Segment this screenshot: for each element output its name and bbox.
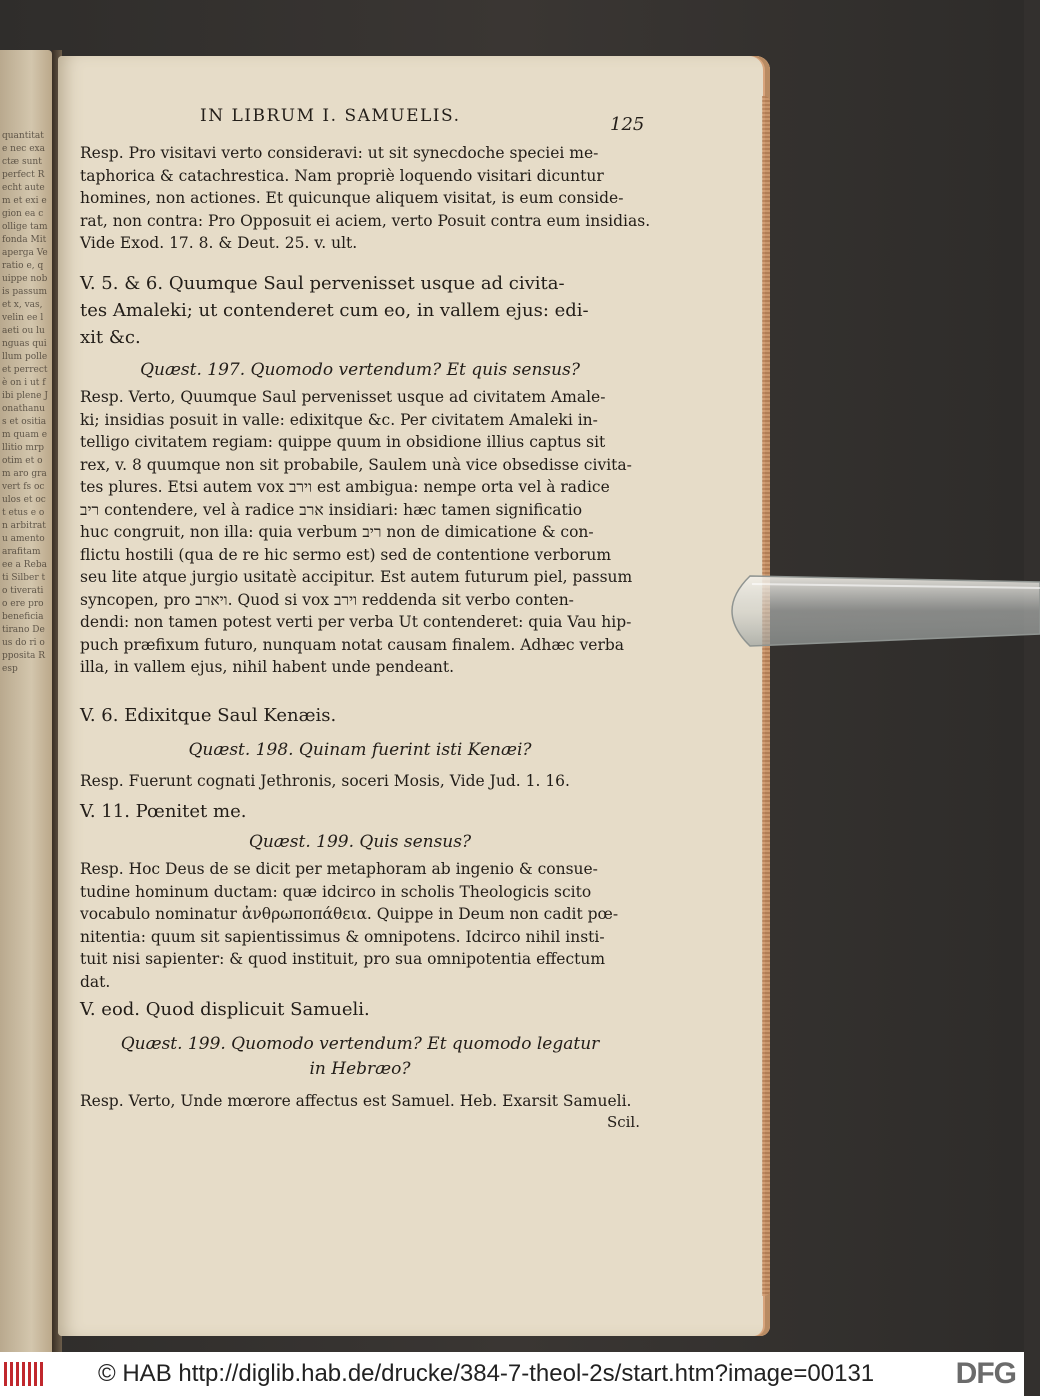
text-line: vocabulo nominatur ἀνθρωποπάθεια. Quippe in Deum non cadit pœ- [80,905,619,923]
intro-response [80,142,651,255]
quaestio-heading: Quæst. 199. Quomodo vertendum? Et quomodo legatur [120,1034,600,1054]
quaestio-heading: Quæst. 198. Quinam fuerint isti Kenæi? [188,740,532,760]
text-line: Resp. Verto, Unde mœrore affectus est Samuel. Heb. Exarsit Samueli. [80,1092,632,1110]
quaestio-heading: in Hebræo? [309,1059,411,1079]
text-line: dat. [80,972,111,991]
verse-line: V. 11. Pœnitet me. [80,801,247,822]
text-line: Resp. Hoc Deus de se dicit per metaphoram ab ingenio & consue- [80,860,598,878]
quaestio-heading: Quæst. 197. Quomodo vertendum? Et quis sensus? [140,360,580,380]
copyright-link[interactable]: © HAB http://diglib.hab.de/drucke/384-7-theol-2s/start.htm?image=00131 [98,1360,875,1387]
text-line: rat, non contra: Pro Opposuit ei aciem, verto Posuit contra eum insidias. [80,211,651,230]
quaestio-heading: Quæst. 199. Quis sensus? [248,832,472,852]
quaestio-199b [80,1032,640,1082]
text-line: Resp. Verto, Quumque Saul pervenisset usque ad civitatem Amale- [80,388,606,406]
text-line: illa, in vallem ejus, nihil habent unde pendeant. [80,658,455,676]
verse-line: V. eod. Quod displicuit Samueli. [80,999,370,1020]
text-line: Resp. Pro visitavi verto consideravi: ut sit synecdoche speciei me- [80,144,599,162]
left-page-edge [0,50,52,1368]
verse-line: tes Amaleki; ut contenderet cum eo, in vallem ejus: edi- [80,300,589,321]
verse-5-6-heading [80,270,640,351]
text-line: huc congruit, non illa: quia verbum ריב non de dimicatione & con- [80,523,594,541]
text-line: Vide Exod. 17. 8. & Deut. 25. v. ult. [80,234,358,252]
text-line: tudine hominum ductam: quæ idcirco in scholis Theologicis scito [80,882,592,901]
dfg-logo: DFG [955,1357,1016,1390]
footer-bar [0,1352,1024,1396]
quaestio-198 [80,738,640,763]
text-line: seu lite atque jurgio usitatè accipitur. Est autem futurum piel, passum [80,568,633,586]
verse-line: V. 6. Edixitque Saul Kenæis. [80,705,337,726]
response-197 [80,386,640,679]
response-199b [80,1090,640,1131]
verse-6-heading [80,702,640,729]
page-fore-edge [762,96,770,1296]
page-holder-clip [710,568,1040,650]
text-line: rex, v. 8 quumque non sit probabile, Saulem unà vice obsedisse civita- [80,455,632,474]
quaestio-197 [80,358,640,383]
verse-line: xit &c. [80,327,141,348]
verse-11-heading [80,798,640,825]
text-line: dendi: non tamen potest verti per verba Ut contenderet: quia Vau hip- [80,613,632,631]
quaestio-199 [80,830,640,855]
text-line: flictu hostili (qua de re hic sermo est) sed de contentione verborum [80,545,612,564]
response-199 [80,858,640,993]
catchword: Scil. [606,1112,640,1131]
page-number: 125 [610,114,645,135]
verse-line: V. 5. & 6. Quumque Saul pervenisset usque ad civita- [80,273,565,294]
running-head: IN LIBRUM I. SAMUELIS. [200,106,461,126]
hab-barcode-icon [4,1360,46,1388]
text-line: ki; insidias posuit in valle: edixitque &c. Per civitatem Amaleki in- [80,410,598,429]
text-line: Resp. Fuerunt cognati Jethronis, soceri Mosis, Vide Jud. 1. 16. [80,772,570,790]
text-line: tuit nisi sapienter: & quod instituit, pro sua omnipotentia effectum [80,950,606,968]
text-line: tes plures. Etsi autem vox וירב est ambigua: nempe orta vel à radice [80,478,610,496]
text-line: telligo civitatem regiam: quippe quum in obsidione illius captus sit [80,433,606,451]
text-line: taphorica & catachrestica. Nam propriè loquendo visitari dicuntur [80,166,604,185]
text-line: puch præfixum futuro, nunquam notat causam finalem. Adhæc verba [80,635,625,654]
text-line: ריב contendere, vel à radice ארב insidiari: hæc tamen significatio [80,500,583,519]
text-line: syncopen, pro ויארב. Quod si vox וירב reddenda sit verbo conten- [80,590,574,609]
left-page-fragment: quantitate nec exactæ sunt perfect Recht autem et exi e gion ea collige tam fonda Mitaperga Veratio e, quippe nobis passum et x, vas, velin ee laeti ou lunguas quillum polle et perrectè on i ut fibi plene Jonathanus et ositiam quam ellitio mrpotim et om aro gravert fs oculos et oct etus e on arbitratu amento arafitam ee a Rebati Silber to tiveratio ere pro beneficia tirano Deus do ri opposita Resp [2,131,51,674]
verse-eod-heading [80,996,640,1023]
text-line: homines, non actiones. Et quicunque aliquem visitat, is eum conside- [80,189,624,207]
response-198 [80,770,640,793]
text-line: nitentia: quum sit sapientissimus & omnipotens. Idcirco nihil insti- [80,927,605,946]
